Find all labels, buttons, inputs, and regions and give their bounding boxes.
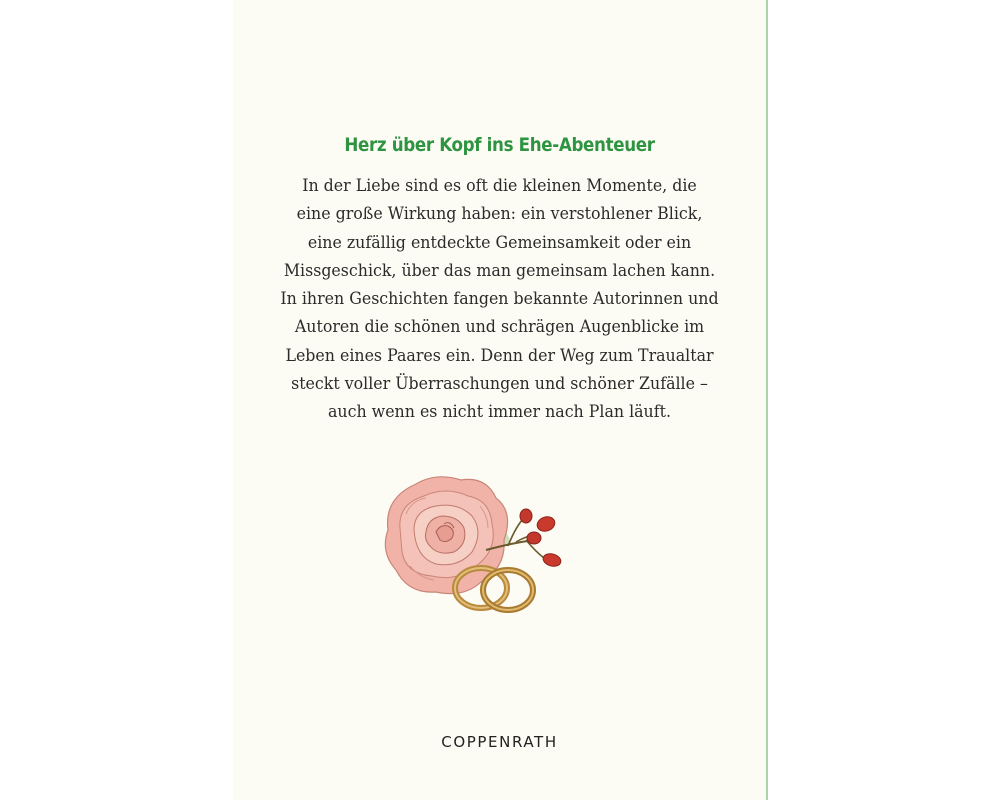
blurb-line: In der Liebe sind es oft die kleinen Momente, die <box>302 176 697 196</box>
book-back-cover <box>233 0 766 800</box>
headline: Herz über Kopf ins Ehe-Abenteuer <box>344 134 655 156</box>
blurb-text <box>233 172 766 427</box>
publisher-logo: COPPENRATH <box>441 733 558 751</box>
blurb-line: In ihren Geschichten fangen bekannte Autorinnen und <box>280 289 719 310</box>
rose-rings-illustration-icon <box>376 470 616 630</box>
blurb-line: auch wenn es nicht immer nach Plan läuft. <box>328 402 671 423</box>
blurb-line: Leben eines Paares ein. Denn der Weg zum Traualtar <box>285 345 714 366</box>
blurb-line: Autoren die schönen und schrägen Augenblicke im <box>294 317 705 338</box>
blurb-line: Missgeschick, über das man gemeinsam lachen kann. <box>283 260 716 281</box>
blurb-line: steckt voller Überraschungen und schöner Zufälle – <box>291 374 708 395</box>
spine-divider <box>766 0 768 800</box>
blurb-line: eine zufällig entdeckte Gemeinsamkeit oder ein <box>307 232 692 253</box>
blurb-line: eine große Wirkung haben: ein verstohlener Blick, <box>296 204 703 225</box>
